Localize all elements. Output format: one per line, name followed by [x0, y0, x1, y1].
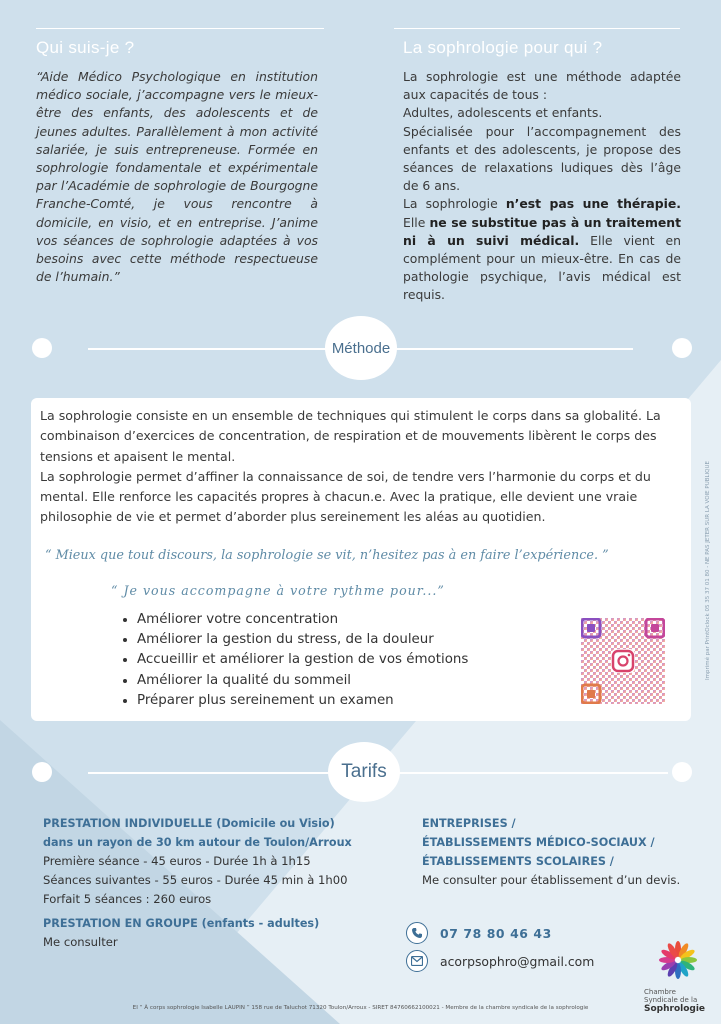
section-title-qui-suis-je: Qui suis-je ?: [36, 38, 135, 57]
contact-email[interactable]: [406, 950, 594, 972]
decor-dot: [672, 762, 692, 782]
tarif-entreprises-heading: ÉTABLISSEMENTS MÉDICO-SOCIAUX /: [422, 836, 655, 849]
bold-text: ne se substitue pas à un traitement ni à un suivi médical.: [403, 214, 681, 248]
tarif-entreprises-heading: ÉTABLISSEMENTS SCOLAIRES /: [422, 855, 614, 868]
tarifs-badge: Tarifs: [328, 742, 400, 802]
tarif-line: Forfait 5 séances : 260 euros: [43, 892, 212, 906]
printer-note: [700, 460, 711, 680]
tarif-groupe: [43, 914, 383, 952]
list-item: • Améliorer votre concentration: [137, 610, 468, 630]
tarif-individuel: [43, 814, 383, 909]
list-item: • Améliorer la gestion du stress, de la douleur: [137, 630, 468, 650]
para-avertissement: [403, 195, 681, 304]
phone-number[interactable]: 07 78 80 46 43: [440, 925, 552, 941]
top-rule-left: [36, 28, 324, 29]
tarif-groupe-heading: PRESTATION EN GROUPE (enfants - adultes): [43, 917, 320, 930]
para-specialisee: Spécialisée pour l’accompagnement des enfants et des adolescents, je propose des séances de relaxations ludiques dès l’âge de 6 ans.: [403, 123, 681, 194]
text: La sophrologie: [403, 196, 506, 212]
tarif-line: Me consulter pour établissement d’un devis.: [422, 873, 681, 887]
decor-dot: [32, 762, 52, 782]
chambre-syndicale-logo: [640, 940, 712, 1014]
top-rule-right: [394, 28, 680, 29]
methode-card: [31, 398, 691, 721]
text: Elle vient en complément pour un mieux-être. En cas de pathologie psychique, l’avis médical est requis.: [403, 232, 681, 303]
bold-text: n’est pas une thérapie.: [505, 196, 681, 212]
quote-experience: “ Mieux que tout discours, la sophrologie se vit, n’hesitez pas à en faire l’expérience. ”: [45, 548, 609, 563]
tarif-line: Séances suivantes - 55 euros - Durée 45 min à 1h00: [43, 873, 348, 887]
list-item: • Améliorer la qualité du sommeil: [137, 671, 468, 691]
logo-line-3: Sophrologie: [644, 1004, 706, 1014]
sophrologie-pour-qui-text: [403, 68, 681, 305]
decor-dot: [672, 338, 692, 358]
printer-note-text: Imprimé par PrintOclock 05 35 37 01 80 - NE PAS JETER SUR LA VOIE PUBLIQUE: [705, 460, 711, 680]
methode-badge: Méthode: [325, 316, 397, 380]
para-methode-adaptee: La sophrologie est une méthode adaptée aux capacités de tous :: [403, 69, 681, 103]
mail-icon: [406, 950, 428, 972]
bio-quote: “Aide Médico Psychologique en institution médico sociale, j’accompagne vers le mieux-être des enfants, des adolescents et de jeunes adultes. Parallèlement à mon activité salariée, je suis entrepreneuse. Formée en sophrologie fondamentale et expérimentale par l’Académie de sophrologie de Bourgogne Franche-Comté, je vous rencontre à domicile, en visio, et en entreprise. J’anime vos séances de sophrologie adaptées à vos besoins avec cette méthode respectueuse de l’humain.”: [36, 69, 318, 285]
tarif-individuel-zone: dans un rayon de 30 km autour de Toulon/Arroux: [43, 836, 352, 849]
para-public: Adultes, adolescents et enfants.: [403, 105, 603, 121]
benefits-list: [117, 610, 468, 711]
tarif-line: Première séance - 45 euros - Durée 1h à 1h15: [43, 854, 311, 868]
logo-line-2: Syndicale de la: [644, 996, 698, 1004]
tarif-individuel-heading: PRESTATION INDIVIDUELLE (Domicile ou Visio): [43, 817, 335, 830]
tarif-line: Me consulter: [43, 935, 118, 949]
decor-dot: [32, 338, 52, 358]
legal-footer: EI “ À corps sophrologie Isabelle LAUPIN ” 158 rue de Taluchot 71320 Toulon/Arroux - SIRET 84760662100021 - Membre de la chambre syndicale de la sophrologie: [132, 1005, 589, 1011]
logo-line-1: Chambre: [644, 988, 676, 996]
list-item: • Préparer plus sereinement un examen: [137, 691, 468, 711]
list-item: • Accueillir et améliorer la gestion de vos émotions: [137, 650, 468, 670]
methode-text: [40, 406, 688, 528]
quote-rythme: “ Je vous accompagne à votre rythme pour...”: [111, 583, 445, 598]
email-address[interactable]: acorpsophro@gmail.com: [440, 953, 595, 969]
methode-para-1: La sophrologie consiste en un ensemble de techniques qui stimulent le corps dans sa globalité. La combinaison d’exercices de concentration, de respiration et de mouvements libèrent le corps des tensions et apaisent le mental.: [40, 408, 661, 464]
methode-para-2: La sophrologie permet d’affiner la connaissance de soi, de tendre vers l’harmonie du corps et du mental. Elle renforce les capacités propres à chacun.e. Avec la pratique, elle devient une vraie philosophie de vie et permet d’aborder plus sereinement les aléas au quotidien.: [40, 468, 651, 525]
flower-icon: [640, 940, 712, 984]
text: Elle: [403, 214, 430, 230]
instagram-qr-code[interactable]: [581, 618, 665, 704]
section-title-pour-qui: La sophrologie pour qui ?: [403, 38, 603, 57]
tarif-entreprises: [422, 814, 712, 890]
contact-phone[interactable]: [406, 922, 552, 944]
phone-icon: [406, 922, 428, 944]
tarif-entreprises-heading: ENTREPRISES /: [422, 817, 516, 830]
